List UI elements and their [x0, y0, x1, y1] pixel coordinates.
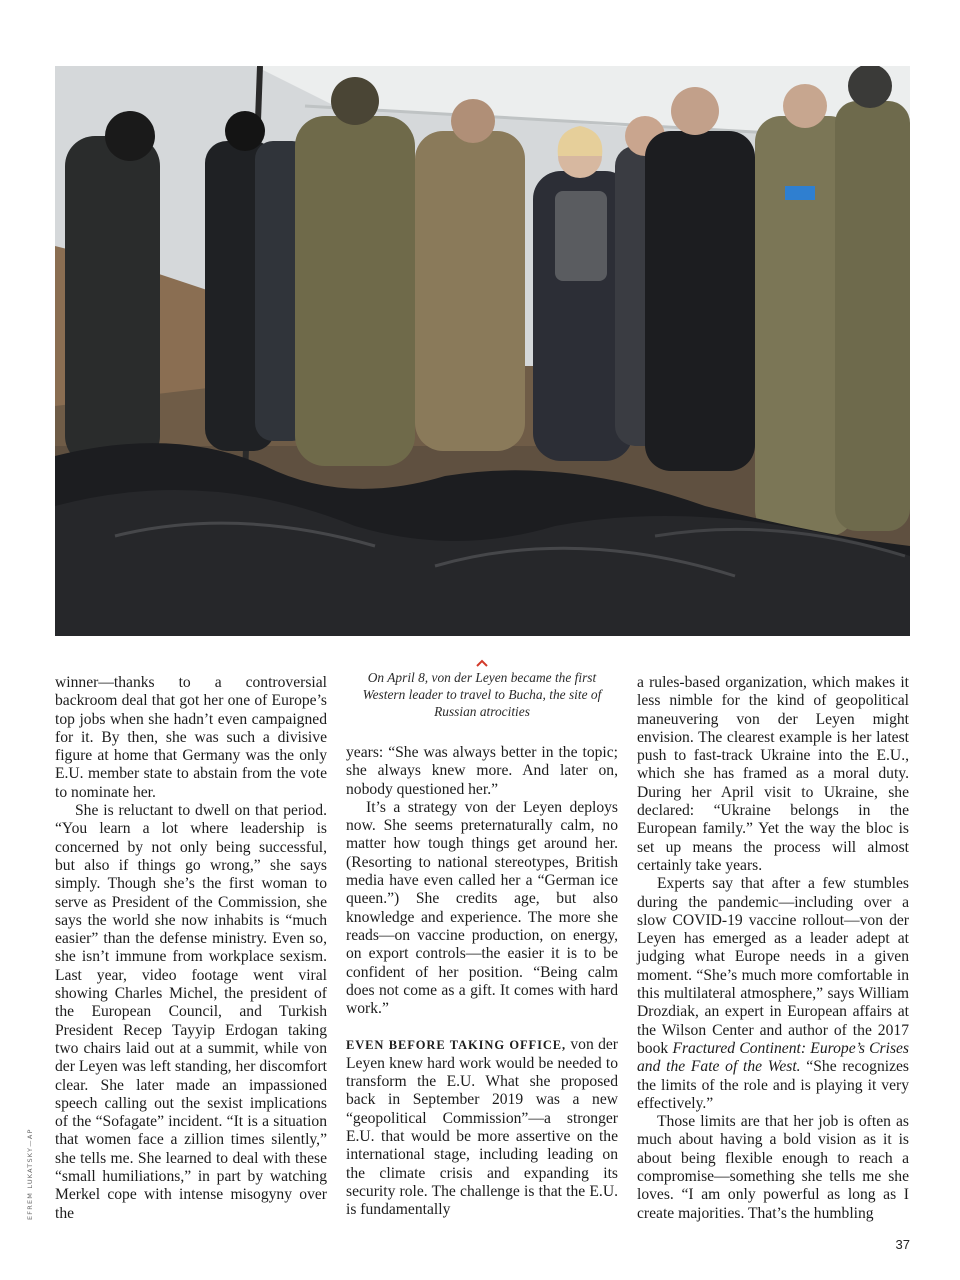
paragraph-text: Experts say that after a few stumbles during the pandemic—including over a slow COVID-19 vaccine rollout—von der Leyen has emerged as a leader adept at judging what Europe needs in a given moment. “She’s much more comfortable in this multilateral atmosphere,” says William Drozdiak, an expert in European affairs at the Wilson Center and author of the 2017 book — [637, 875, 909, 1057]
paragraph — [637, 875, 909, 1113]
column-1 — [55, 674, 327, 1223]
caret-up-icon — [475, 658, 489, 668]
photo-caption — [346, 658, 618, 720]
column-3 — [637, 674, 909, 1223]
paragraph: a rules-based organization, which makes it less nimble for the kind of geopolitical maneuvering von der Leyen might envision. The clearest example is her latest push to fast-track Ukraine into the E.U., which she has framed as a moral duty. During her April visit to Ukraine, she declared: “Ukraine belongs in the European family.” Yet the way the bloc is set up means the process will almost certainly take years. — [637, 674, 909, 874]
book-title: Fractured Continent: Europe’s Crises and the Fate of the West. — [637, 1039, 910, 1076]
paragraph: It’s a strategy von der Leyen deploys now. She seems preternaturally calm, no matter how tough things get around her. (Resorting to national stereotypes, British media have even called her a “German ice queen.”) She credits age, but also knowledge and experience. The more she reads—on vaccine production, on energy, on export controls—the easier it is to be confident of her position. “Being calm does not come as a gift. It comes with hard work.” — [346, 798, 618, 1018]
page-number: 37 — [895, 1237, 910, 1252]
paragraph: winner—thanks to a controversial backroom deal that got her one of Europe’s top jobs when she hadn’t even campaigned for it. By then, she was such a divisive figure at home that Germany was the only E.U. member state to abstain from the vote to nominate her. — [55, 674, 327, 801]
paragraph: years: “She was always better in the topic; she always knew more. And later on, nobody questioned her.” — [346, 744, 618, 798]
paragraph — [346, 1036, 618, 1219]
column-2 — [346, 744, 618, 1219]
photo-illustration — [55, 66, 910, 636]
photo-credit: EFREM LUKATSKY—AP — [26, 1128, 34, 1220]
article-photo — [55, 66, 910, 636]
paragraph: She is reluctant to dwell on that period. “You learn a lot where leadership is concerned by not only being successful, but also if things go wrong,” she says simply. Though she’s the first woman to serve as President of the Commission, she says the world she now inhabits is “much easier” than the defense ministry. Even so, she isn’t immune from workplace sexism. Last year, video footage went viral showing Charles Michel, the president of the European Council, and Turkish President Recep Tayyip Erdogan taking two chairs laid out at a summit, while von der Leyen was left standing, her discomfort clear. She later made an impassioned speech calling out the sexist implications of the “Sofagate” incident. “It is a situation that women face a zillion times silently,” she tells me. She learned to deal with these “small humiliations,” in part by watching Merkel cope with intense misogyny over the — [55, 802, 327, 1222]
paragraph-text: “She recognizes the limits of the role and is playing it very effectively.” — [637, 1058, 909, 1112]
paragraph: Those limits are that her job is often as much about having a bold vision as it is about being flexible enough to reach a compromise—something she tells me she loves. “I am only powerful as long as I create majorities. That’s the humbling — [637, 1113, 909, 1222]
lead-in: EVEN BEFORE TAKING OFFICE, — [346, 1038, 567, 1053]
section-break — [346, 1018, 618, 1036]
caption-text: On April 8, von der Leyen became the first Western leader to travel to Bucha, the site of Russian atrocities — [362, 670, 602, 719]
paragraph-text: von der Leyen knew hard work would be needed to transform the E.U. What she proposed back in September 2019 was a new “geopolitical Commission”—a stronger E.U. that would be more assertive on the international stage, including leading on the climate crisis and expanding its security role. The challenge is that the E.U. is fundamentally — [346, 1036, 618, 1219]
